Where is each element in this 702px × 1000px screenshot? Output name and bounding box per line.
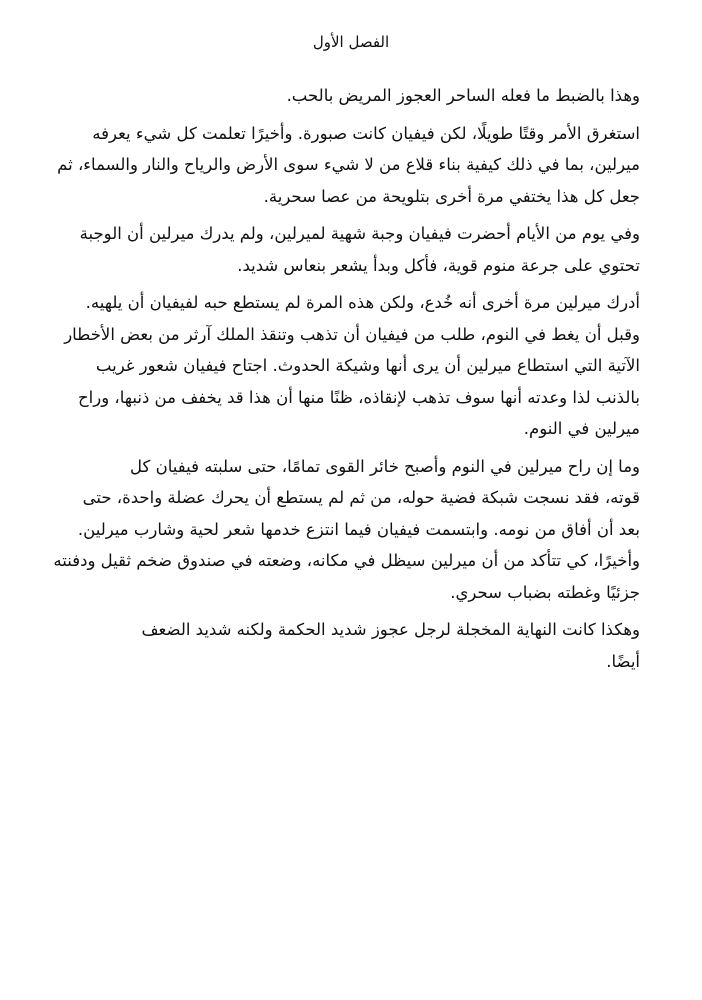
paragraph-line: بالذنب لذا وعدته أنها سوف تذهب لإنقاذه، ظنًا منها أن هذا قد يخفف من ذنبها، وراح — [78, 387, 640, 407]
paragraph-line: وهكذا كانت النهاية المخجلة لرجل عجوز شديد الحكمة ولكنه شديد الضعف — [141, 620, 640, 639]
paragraph-1 — [40, 80, 662, 112]
paragraph-3 — [40, 218, 662, 281]
paragraph-line: قوته، فقد نسجت شبكة فضية حوله، من ثم لم يستطع أن يحرك عضلة واحدة، حتى — [82, 488, 640, 507]
paragraph-line: جعل كل هذا يختفي مرة أخرى بتلويحة من عصا سحرية. — [263, 186, 640, 206]
paragraph-line: تحتوي على جرعة منوم قوية، فأكل وبدأ يشعر بنعاس شديد. — [237, 255, 640, 275]
paragraph-line: وما إن راح ميرلين في النوم وأصبح خائر القوى تمامًا، حتى سلبته فيفيان كل — [130, 456, 640, 476]
paragraph-line: الآتية التي استطاع ميرلين أن يرى أنها وشيكة الحدوث. اجتاح فيفيان شعور غريب — [95, 356, 640, 375]
paragraph-line: وهذا بالضبط ما فعله الساحر العجوز المريض بالحب. — [286, 86, 640, 105]
paragraph-line: أيضًا. — [606, 651, 640, 671]
paragraph-line: ميرلين في النوم. — [523, 419, 640, 438]
paragraph-4 — [40, 287, 662, 445]
paragraph-line: وفي يوم من الأيام أحضرت فيفيان وجبة شهية لميرلين، ولم يدرك ميرلين أن الوجبة — [79, 224, 640, 243]
paragraph-5 — [40, 451, 662, 609]
paragraph-line: ميرلين، بما في ذلك كيفية بناء قلاع من لا شيء سوى الأرض والرياح والنار والسماء، ثم — [57, 155, 640, 174]
chapter-title: الفصل الأول — [312, 33, 390, 51]
paragraph-line: وقبل أن يغط في النوم، طلب من فيفيان أن تذهب وتنقذ الملك آرثر من بعض الأخطار — [64, 324, 640, 344]
paragraph-6 — [40, 614, 662, 677]
paragraph-line: أدرك ميرلين مرة أخرى أنه خُدع، ولكن هذه المرة لم يستطع حبه لفيفيان أن يلهيه. — [85, 293, 640, 312]
paragraph-line: وأخيرًا، كي تتأكد من أن ميرلين سيظل في مكانه، وضعته في صندوق ضخم ثقيل ودفنته — [53, 551, 640, 570]
paragraph-line: جزئيًا وغطته بضباب سحري. — [450, 582, 640, 602]
chapter-body — [40, 80, 662, 683]
paragraph-line: بعد أن أفاق من نومه. وابتسمت فيفيان فيما انتزع خدمها شعر لحية وشارب ميرلين. — [77, 519, 640, 539]
paragraph-2 — [40, 118, 662, 213]
paragraph-line: استغرق الأمر وقتًا طويلًا، لكن فيفيان كانت صبورة. وأخيرًا تعلمت كل شيء يعرفه — [92, 123, 640, 143]
